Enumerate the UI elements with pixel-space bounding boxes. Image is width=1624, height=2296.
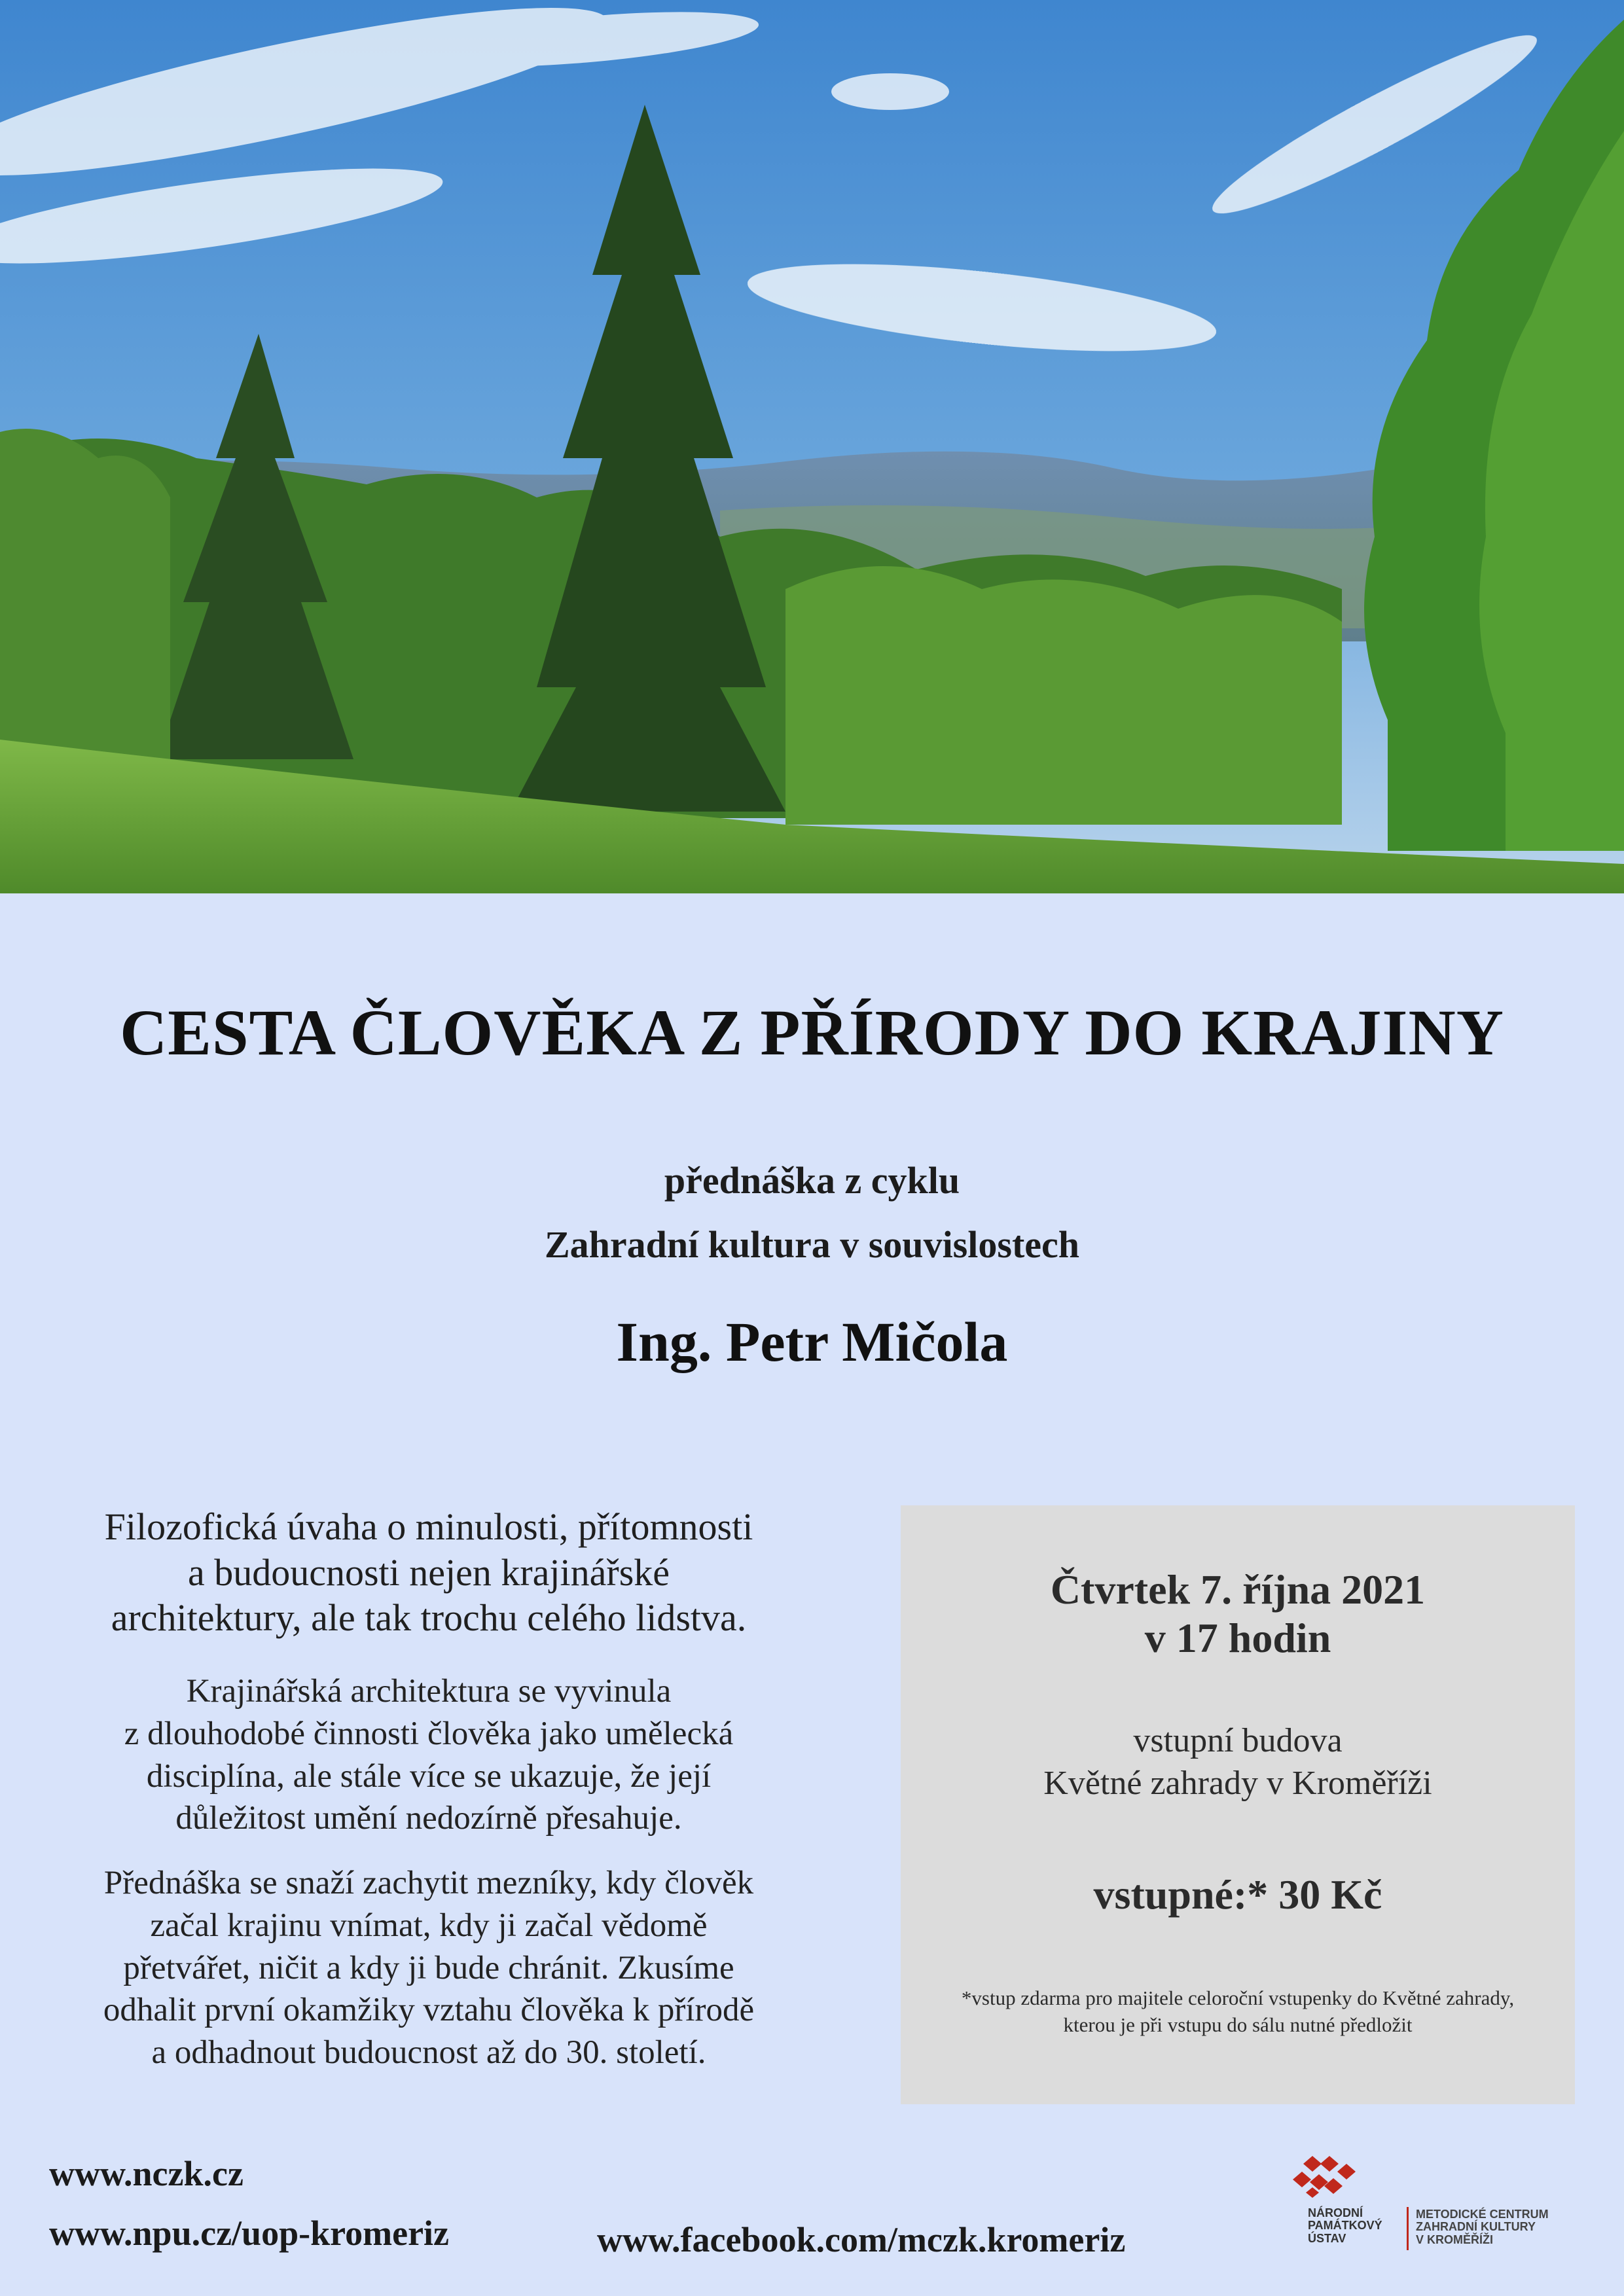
paragraph-line: začal krajinu vnímat, kdy ji začal vědomě (150, 1907, 708, 1944)
series-name: Zahradní kultura v souvislostech (544, 1223, 1079, 1266)
note-line: kterou je při vstupu do sálu nutné předložit (1063, 2013, 1413, 2037)
venue-line: Květné zahrady v Kroměříži (1043, 1765, 1432, 1802)
lead-line: a budoucnosti nejen krajinářské (187, 1551, 670, 1594)
admission-fee: vstupné:* 30 Kč (1093, 1871, 1382, 1918)
event-datetime (901, 1566, 1575, 1662)
paragraph-line: odhalit první okamžiky vztahu člověka k přírodě (103, 1992, 755, 2029)
paragraph-line: přetvářet, ničit a kdy ji bude chránit. Zkusíme (123, 1949, 734, 1986)
logo-divider (1407, 2207, 1409, 2250)
event-info-box (901, 1505, 1575, 2104)
speaker-name: Ing. Petr Mičola (616, 1310, 1008, 1373)
event-venue (901, 1719, 1575, 1804)
description-paragraph-2 (39, 1862, 818, 2074)
hero-photo (0, 0, 1624, 893)
facebook-link[interactable]: www.facebook.com/mczk.kromeriz (597, 2220, 1126, 2259)
mczk-wordmark (1416, 2208, 1549, 2246)
paragraph-line: a odhadnout budoucnost až do 30. století. (151, 2034, 706, 2072)
paragraph-line: z dlouhodobé činnosti člověka jako umělecká (124, 1715, 734, 1752)
series-intro: přednáška z cyklu (664, 1159, 960, 1202)
organizer-logo (1283, 2155, 1584, 2253)
description-paragraph-1 (39, 1670, 818, 1840)
venue-line: vstupní budova (1133, 1722, 1343, 1759)
npu-wordmark (1308, 2207, 1382, 2245)
npu-red-diamond-logo-icon (1293, 2155, 1358, 2200)
lead-line: architektury, ale tak trochu celého lidstva. (111, 1596, 747, 1640)
paragraph-line: Krajinářská architektura se vyvinula (186, 1673, 672, 1710)
event-time: v 17 hodin (1144, 1615, 1331, 1662)
lead-line: Filozofická úvaha o minulosti, přítomnosti (104, 1505, 753, 1548)
npu-line: PAMÁTKOVÝ (1308, 2219, 1382, 2233)
paragraph-line: Přednáška se snaží zachytit mezníky, kdy člověk (103, 1865, 754, 1901)
admission-note (920, 1984, 1555, 2038)
mc-line: V KROMĚŘÍŽI (1416, 2233, 1494, 2246)
lead-paragraph (39, 1504, 818, 1641)
paragraph-line: důležitost umění nedozírně přesahuje. (175, 1800, 682, 1837)
mc-line: METODICKÉ CENTRUM (1416, 2208, 1549, 2221)
npu-line: ÚSTAV (1308, 2231, 1346, 2245)
note-line: *vstup zdarma pro majitele celoroční vstupenky do Květné zahrady, (961, 1986, 1515, 2009)
mc-line: ZAHRADNÍ KULTURY (1416, 2220, 1536, 2234)
npu-line: NÁRODNÍ (1308, 2206, 1363, 2219)
website-link-npu[interactable]: www.npu.cz/uop-kromeriz (49, 2214, 450, 2253)
poster-title: CESTA ČLOVĚKA Z PŘÍRODY DO KRAJINY (120, 996, 1504, 1069)
event-date: Čtvrtek 7. října 2021 (1050, 1566, 1426, 1613)
paragraph-line: disciplína, ale stále více se ukazuje, že její (146, 1757, 712, 1795)
website-link-nczk[interactable]: www.nczk.cz (49, 2154, 244, 2193)
